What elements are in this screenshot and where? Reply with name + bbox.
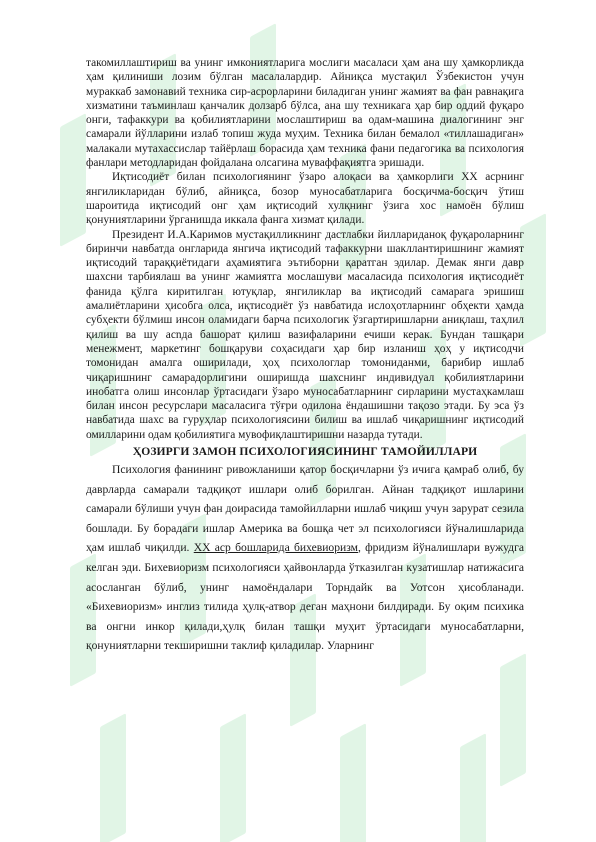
watermark-stripe xyxy=(340,723,366,842)
paragraph-4 xyxy=(86,460,524,656)
paragraph-1: такомиллаштириш ва унинг имкониятларига мослиги масаласи ҳам ана шу ҳамкорликда ҳам қилиниши лозим бўлган масалалардир. Айниқса мустақил Ўзбекистон учун мураккаб замонавий техника сир-асрорларини биладиган унинг жамият ва фан равнақига хизматини таъминлаш қанчалик долзарб бўлса, ана шу техникага ҳар бир оддий фуқаро онги, тафаккури ва қобилиятларини мослаштириш ва одам-машина диалогининг энг самарали йўлларини излаб топиш жуда муҳим. Техника билан бемалол «тиллашадиган» малакали мутахассислар тайёрлаш борасида ҳам техника фани педагогика ва психология фанлари методларидан фойдалана олсагина муваффақиятга эришади. xyxy=(86,57,524,170)
watermark-stripe xyxy=(500,653,526,787)
paragraph-4-text-a: Психология фанининг ривожланиши қатор босқичларни ўз ичига қамраб олиб, бу даврларда самарали тадқиқот ишлари олиб борилган. Айнан тадқиқот ишларини самарали бўлиши учун фан доирасида тамойилларни ишлаб чиқиш учун зарурат сезила бошлади. Бу борадаги ишлар Америка ва бошқа чет эл психологияси йўналишларида ҳам ишлаб чиқилди. xyxy=(86,463,524,555)
watermark-stripe xyxy=(460,733,486,842)
watermark-stripe xyxy=(100,713,126,842)
paragraph-4-text-b: , фридизм йўналишлари вужудга келган эди. Бихевиоризм психологияси ҳайвонларда ўтказилган кузатишлар натижасига асосланган бўлиб, унинг намоёндалари Торндайк ва Уотсон ҳисобланади. «Бихевиоризм» инглиз тилида ҳулқ-атвор деган маҳнони билдиради. Бу оқим психика ва онгни инкор қилади,ҳулқ билан ташқи муҳит ўртасидаги муносабатларни, қонуниятларни текширишни таклиф қиладилар. Уларнинг xyxy=(86,541,524,653)
underlined-phrase: XX аср бошларида бихевиоризм xyxy=(193,541,358,555)
document-page xyxy=(86,56,524,656)
paragraph-2: Иқтисодиёт билан психологиянинг ўзаро алоқаси ва ҳамкорлиги XX асрнинг янгиликларидан бўлиб, айниқса, бозор муносабатларига босқичма-босқич ўтиш шароитида иқтисодий онг ҳам иқтисодий хулқнинг ўзига хос намоён бўлиш қонуниятларини ўрганишда иккала фанга хизмат қилади. xyxy=(86,171,524,227)
watermark-stripe xyxy=(220,713,246,842)
section-heading: ҲОЗИРГИ ЗАМОН ПСИХОЛОГИЯСИНИНГ ТАМОЙИЛЛАРИ xyxy=(132,445,478,459)
paragraph-3: Президент И.А.Каримов мустақилликнинг дастлабки йиллариданоқ фуқароларнинг биринчи навбатда онгларида янгича иқтисодий тафаккурни шакллантиришнинг жамият иқтисодий тараққиётидаги аҳамиятига эътиборни қаратган эдилар. Демак янги давр шахсни тарбиялаш ва унинг жамиятга мослашуви масаласида психология иқтисодиёт фанида қўлга киритилган ютуқлар, янгиликлар ва иқтисодий самарага эришиш амалиётларини ҳисобга олса, иқтисодиёт ўз навбатида ислоҳотларнинг обҳекти ҳамда субҳекти бўлмиш инсон оламидаги барча психологик ўзгартиришларни аниқлаш, таҳлил қилиш ва шу асnда башорат қилиш вазифаларини ечиши керак. Бундан ташқари менежмент, маркетинг бошқаруви соҳасидаги ҳар бир изланиш ҳоҳ у иқтисодчи томонидан амалга оширилади, ҳоҳ психологлар томониданми, барибир ишлаб чиқаришнинг самарадорлигини оширишда шахснинг индивидуал қобилиятларини инобатга олиш инсонлар ўртасидаги ўзаро муносабатларнинг сирларини мустаҳкамлаш билан инсон ресурслари масаласига тўғри одилона ёндашишни тақозо этади. Бу эса ўз навбатида шахс ва гуруҳлар психологиясини билиш ва ишлаб чиқаришнинг иқтисодий омилларини одам қобилиятига мувофиқлаштиришни назарда тутади. xyxy=(86,228,524,441)
watermark-stripe xyxy=(60,113,86,247)
